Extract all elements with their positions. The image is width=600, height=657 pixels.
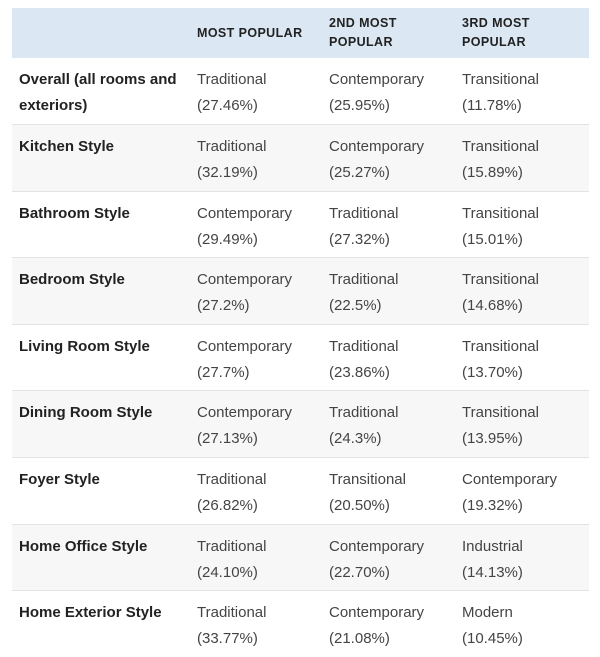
style-name: Traditional <box>329 204 399 222</box>
table-row <box>12 58 589 125</box>
table-cell <box>455 58 589 125</box>
style-name: Traditional <box>197 71 267 88</box>
table-cell <box>190 191 322 258</box>
style-percentage: (27.13%) <box>197 430 258 448</box>
style-name: Traditional <box>197 537 267 555</box>
style-percentage: (27.32%) <box>329 230 390 248</box>
table-cell <box>190 258 322 325</box>
table-cell <box>190 125 322 192</box>
style-name: Contemporary <box>329 138 425 156</box>
style-name: Transitional <box>462 337 539 355</box>
table-row <box>12 191 589 258</box>
table-row <box>12 391 589 458</box>
table-row <box>12 125 589 192</box>
row-label: Bedroom Style <box>19 271 125 289</box>
style-name: Transitional <box>329 471 406 489</box>
style-percentage: (29.49%) <box>197 230 258 248</box>
style-percentage: (24.10%) <box>197 563 258 581</box>
style-percentage: (13.95%) <box>462 430 523 448</box>
table-cell <box>455 458 589 525</box>
row-label: Living Room Style <box>19 337 150 355</box>
row-label: Dining Room Style <box>19 404 153 422</box>
style-percentage: (15.89%) <box>462 164 523 182</box>
style-popularity-table-wrapper <box>12 8 589 657</box>
style-name: Contemporary <box>329 604 425 622</box>
style-percentage: (22.5%) <box>329 297 382 315</box>
style-name: Traditional <box>329 337 399 355</box>
style-name: Contemporary <box>197 271 293 289</box>
style-percentage: (24.3%) <box>329 430 382 448</box>
style-name: Contemporary <box>197 404 293 422</box>
header-cell-3rd-most-popular: 3RD MOST POPULAR <box>462 16 530 49</box>
table-cell <box>190 591 322 657</box>
style-percentage: (13.70%) <box>462 363 523 381</box>
row-label: Bathroom Style <box>19 204 130 222</box>
header-cell-2nd-most-popular: 2ND MOST POPULAR <box>329 16 397 49</box>
table-cell <box>322 258 455 325</box>
table-cell <box>190 458 322 525</box>
table-cell <box>322 591 455 657</box>
style-percentage: (14.13%) <box>462 563 523 581</box>
header-cell-room <box>12 8 190 58</box>
style-percentage: (15.01%) <box>462 230 523 248</box>
style-percentage: (25.27%) <box>329 164 390 182</box>
style-name: Traditional <box>197 138 267 156</box>
table-row <box>12 258 589 325</box>
table-cell <box>455 258 589 325</box>
style-percentage: (21.08%) <box>329 630 390 648</box>
table-cell <box>455 524 589 591</box>
style-name: Contemporary <box>329 537 425 555</box>
table-row <box>12 591 589 657</box>
table-row <box>12 324 589 391</box>
row-label: Kitchen Style <box>19 138 115 156</box>
table-cell <box>322 458 455 525</box>
table-cell <box>190 391 322 458</box>
style-name: Traditional <box>329 271 399 289</box>
style-percentage: (22.70%) <box>329 563 390 581</box>
style-name: Transitional <box>462 71 539 88</box>
style-name: Contemporary <box>197 204 293 222</box>
style-percentage: (10.45%) <box>462 630 523 648</box>
row-label: Overall (all rooms and exteriors) <box>19 71 177 114</box>
style-name: Transitional <box>462 404 539 422</box>
style-percentage: (25.95%) <box>329 97 390 114</box>
table-cell <box>455 191 589 258</box>
row-label: Home Exterior Style <box>19 604 162 622</box>
style-percentage: (19.32%) <box>462 497 523 515</box>
table-cell <box>455 391 589 458</box>
style-percentage: (27.2%) <box>197 297 250 315</box>
table-cell <box>190 324 322 391</box>
table-cell <box>322 125 455 192</box>
style-percentage: (23.86%) <box>329 363 390 381</box>
style-name: Industrial <box>462 537 523 555</box>
style-name: Contemporary <box>462 471 558 489</box>
style-name: Traditional <box>197 471 267 489</box>
header-cell-most-popular: MOST POPULAR <box>197 25 303 40</box>
style-name: Traditional <box>197 604 267 622</box>
style-name: Transitional <box>462 271 539 289</box>
style-name: Transitional <box>462 138 539 156</box>
style-name: Contemporary <box>197 337 293 355</box>
table-cell <box>322 391 455 458</box>
style-percentage: (26.82%) <box>197 497 258 515</box>
table-row <box>12 458 589 525</box>
table-row <box>12 524 589 591</box>
table-body <box>12 58 589 657</box>
style-percentage: (33.77%) <box>197 630 258 648</box>
table-cell <box>455 591 589 657</box>
style-percentage: (27.46%) <box>197 97 258 114</box>
table-cell <box>322 324 455 391</box>
table-cell <box>455 324 589 391</box>
style-name: Traditional <box>329 404 399 422</box>
table-cell <box>190 58 322 125</box>
style-percentage: (20.50%) <box>329 497 390 515</box>
table-header <box>12 8 589 58</box>
style-name: Transitional <box>462 204 539 222</box>
row-label: Home Office Style <box>19 537 148 555</box>
table-cell <box>322 191 455 258</box>
style-percentage: (11.78%) <box>462 97 522 114</box>
row-label: Foyer Style <box>19 471 100 489</box>
table-cell <box>455 125 589 192</box>
table-cell <box>322 524 455 591</box>
style-name: Modern <box>462 604 513 622</box>
style-percentage: (32.19%) <box>197 164 258 182</box>
style-popularity-table <box>12 8 589 657</box>
style-percentage: (27.7%) <box>197 363 250 381</box>
style-name: Contemporary <box>329 71 425 88</box>
table-cell <box>322 58 455 125</box>
table-cell <box>190 524 322 591</box>
style-percentage: (14.68%) <box>462 297 523 315</box>
header-row <box>12 8 589 58</box>
